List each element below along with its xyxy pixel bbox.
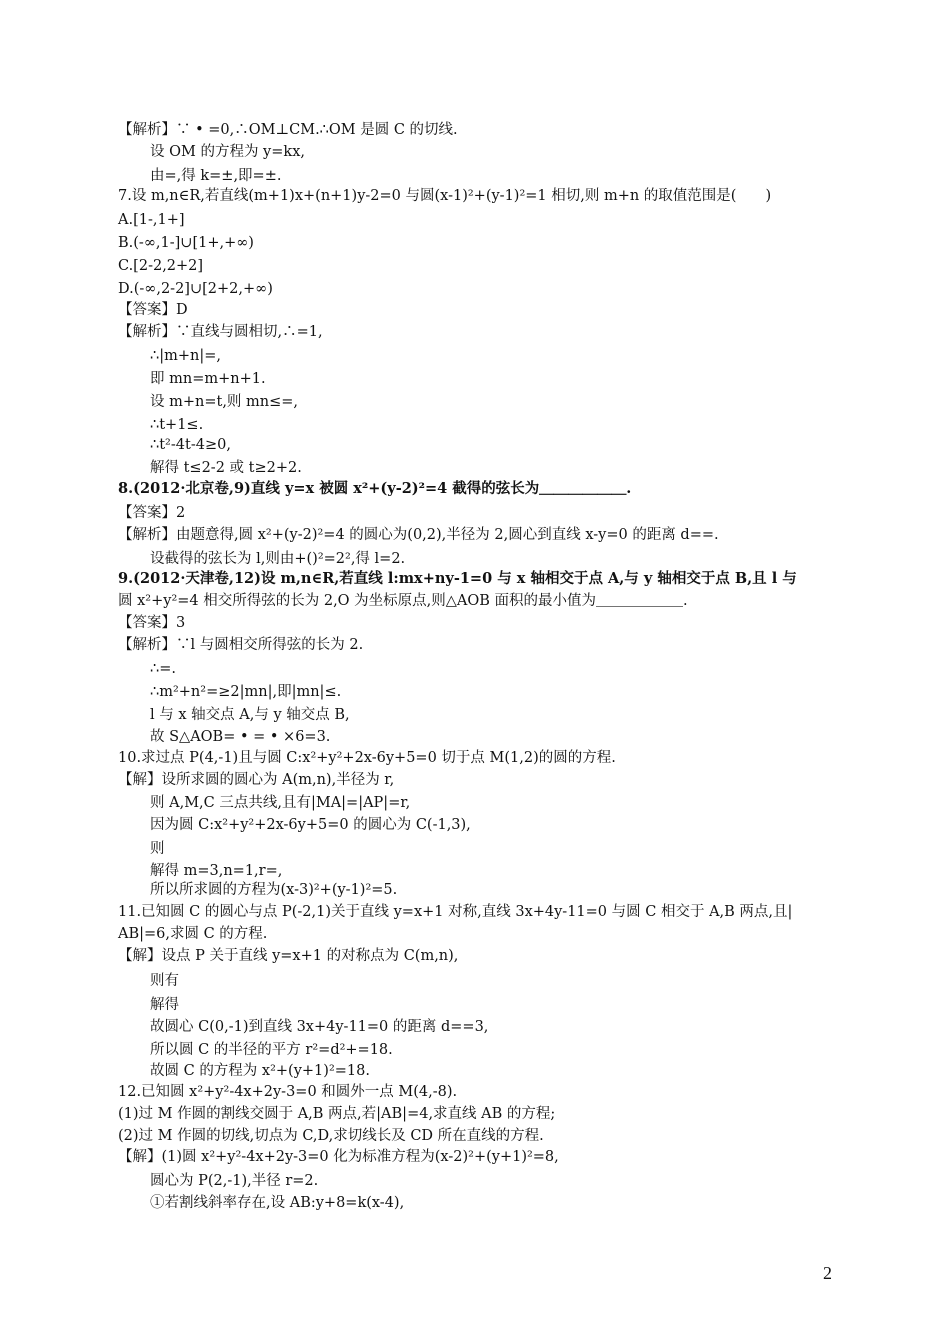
text-line: l 与 x 轴交点 A,与 y 轴交点 B, xyxy=(150,707,350,723)
text-line: 故 S△AOB= • = • ×6=3. xyxy=(150,729,331,745)
question-10: 10.求过点 P(4,-1)且与圆 C:x²+y²+2x-6y+5=0 切于点 M(1,2)的圆的方程. xyxy=(118,750,616,766)
text-line: 圆心为 P(2,-1),半径 r=2. xyxy=(150,1173,319,1189)
text-line: 即 mn=m+n+1. xyxy=(150,371,266,387)
text-line: 设 OM 的方程为 y=kx, xyxy=(150,144,305,160)
text-line: 解得 t≤2-2 或 t≥2+2. xyxy=(150,460,302,476)
text-line: 则 xyxy=(150,841,165,857)
text-line: ∴t+1≤. xyxy=(150,417,204,433)
text-line: AB|=6,求圆 C 的方程. xyxy=(118,926,268,942)
question-8: 8.(2012·北京卷,9)直线 y=x 被圆 x²+(y-2)²=4 截得的弦长为＿＿＿＿＿＿. xyxy=(118,480,632,497)
text-line: (1)过 M 作圆的割线交圆于 A,B 两点,若|AB|=4,求直线 AB 的方程; xyxy=(118,1106,556,1122)
text-line: 【解】设所求圆的圆心为 A(m,n),半径为 r, xyxy=(118,772,395,788)
question-12: 12.已知圆 x²+y²-4x+2y-3=0 和圆外一点 M(4,-8). xyxy=(118,1084,458,1100)
option-d: D.(-∞,2-2]∪[2+2,+∞) xyxy=(118,281,273,297)
question-9: 9.(2012·天津卷,12)设 m,n∈R,若直线 l:mx+ny-1=0 与 x 轴相交于点 A,与 y 轴相交于点 B,且 l 与 xyxy=(118,570,797,587)
text-line: 解得 m=3,n=1,r=, xyxy=(150,863,283,879)
text-line: 【解析】由题意得,圆 x²+(y-2)²=4 的圆心为(0,2),半径为 2,圆心到直线 x-y=0 的距离 d==. xyxy=(118,527,719,543)
question-7: 7.设 m,n∈R,若直线(m+1)x+(n+1)y-2=0 与圆(x-1)²+(y-1)²=1 相切,则 m+n 的取值范围是( ) xyxy=(118,188,772,204)
text-line: 故圆心 C(0,-1)到直线 3x+4y-11=0 的距离 d==3, xyxy=(150,1019,489,1035)
text-line: 所以所求圆的方程为(x-3)²+(y-1)²=5. xyxy=(150,882,398,898)
option-a: A.[1-,1+] xyxy=(118,212,185,228)
option-b: B.(-∞,1-]∪[1+,+∞) xyxy=(118,235,254,251)
text-line: ①若割线斜率存在,设 AB:y+8=k(x-4), xyxy=(150,1195,405,1211)
text-line: 解得 xyxy=(150,997,179,1013)
answer-8: 【答案】2 xyxy=(118,505,186,521)
text-line: 则 A,M,C 三点共线,且有|MA|=|AP|=r, xyxy=(150,795,411,811)
text-line: 则有 xyxy=(150,973,179,989)
text-line: ∴m²+n²=≥2|mn|,即|mn|≤. xyxy=(150,684,342,700)
answer-9: 【答案】3 xyxy=(118,615,186,631)
text-line: 圆 x²+y²=4 相交所得弦的长为 2,O 为坐标原点,则△AOB 面积的最小值为＿＿＿＿＿＿. xyxy=(118,593,688,609)
text-line: 【解析】∵l 与圆相交所得弦的长为 2. xyxy=(118,637,364,653)
text-line: ∴|m+n|=, xyxy=(150,348,221,364)
answer-7: 【答案】D xyxy=(118,302,188,318)
text-line: 【解】(1)圆 x²+y²-4x+2y-3=0 化为标准方程为(x-2)²+(y+1)²=8, xyxy=(118,1149,559,1165)
text-line: (2)过 M 作圆的切线,切点为 C,D,求切线长及 CD 所在直线的方程. xyxy=(118,1128,544,1144)
text-line: ∴t²-4t-4≥0, xyxy=(150,437,231,453)
text-line: 故圆 C 的方程为 x²+(y+1)²=18. xyxy=(150,1063,370,1079)
text-line: 【解析】∵ • =0,∴OM⊥CM.∴OM 是圆 C 的切线. xyxy=(118,122,458,138)
text-line: ∴=. xyxy=(150,661,176,677)
text-line: 设 m+n=t,则 mn≤=, xyxy=(150,394,299,410)
text-line: 因为圆 C:x²+y²+2x-6y+5=0 的圆心为 C(-1,3), xyxy=(150,817,471,833)
text-line: 设截得的弦长为 l,则由+()²=2²,得 l=2. xyxy=(150,551,406,567)
text-line: 【解】设点 P 关于直线 y=x+1 的对称点为 C(m,n), xyxy=(118,948,459,964)
page-number: 2 xyxy=(823,1263,832,1283)
text-line: 由=,得 k=±,即=±. xyxy=(150,168,282,184)
question-11: 11.已知圆 C 的圆心与点 P(-2,1)关于直线 y=x+1 对称,直线 3x+4y-11=0 与圆 C 相交于 A,B 两点,且| xyxy=(118,904,793,920)
text-line: 所以圆 C 的半径的平方 r²=d²+=18. xyxy=(150,1042,393,1058)
option-c: C.[2-2,2+2] xyxy=(118,258,204,274)
text-line: 【解析】∵直线与圆相切,∴=1, xyxy=(118,324,323,340)
